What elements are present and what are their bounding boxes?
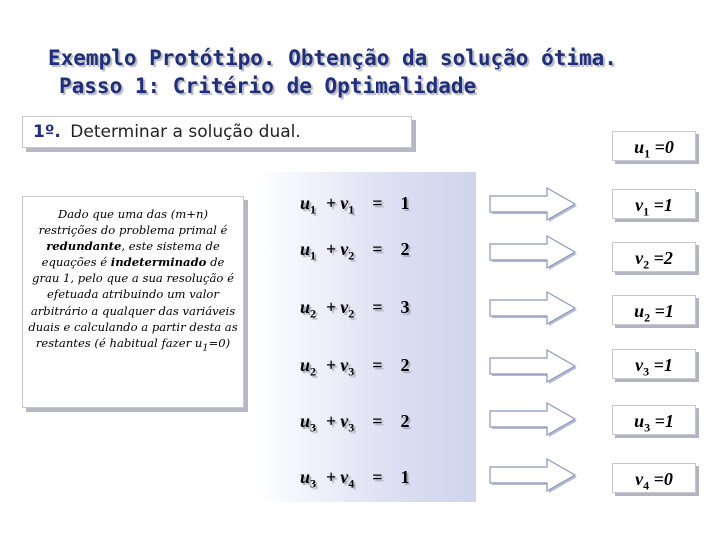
equation-u-var: u [300, 467, 311, 487]
equation-equals: = [372, 239, 383, 259]
result-box [612, 242, 696, 272]
result-box [612, 463, 696, 493]
equation-v-sub: 3 [348, 364, 355, 379]
initial-value-box [612, 131, 696, 161]
equation-v-var: v [340, 355, 349, 375]
note-redundant: redundante [46, 239, 122, 254]
equation-plus: + [326, 297, 337, 317]
result-var: v [635, 355, 644, 375]
note-part-4: =0) [208, 335, 231, 350]
result-box [612, 349, 696, 379]
equation-row [300, 402, 470, 440]
equation-rhs: 1 [400, 467, 410, 487]
equation-rhs: 2 [400, 355, 410, 375]
equation-u-sub: 2 [310, 364, 317, 379]
right-arrow-icon [487, 455, 579, 495]
result-box [612, 405, 696, 435]
slide-title-line-1: Exemplo Protótipo. Obtenção da solução ótima. [48, 46, 617, 70]
equation-v-sub: 2 [348, 248, 355, 263]
equation-rhs: 2 [400, 239, 410, 259]
result-var-sub: 2 [643, 257, 650, 272]
note-variable: u [194, 335, 203, 350]
equation-v-var: v [340, 239, 349, 259]
equation-equals: = [372, 193, 383, 213]
result-var-sub: 1 [643, 204, 650, 219]
equation-u-var: u [300, 411, 311, 431]
equation-equals: = [372, 411, 383, 431]
initial-var-sub: 1 [644, 146, 651, 161]
result-var: u [634, 301, 645, 321]
equation-v-var: v [340, 467, 349, 487]
initial-rhs: =0 [654, 137, 674, 157]
equation-equals: = [372, 467, 383, 487]
equation-plus: + [326, 355, 337, 375]
equation-plus: + [326, 239, 337, 259]
result-var: v [635, 195, 644, 215]
equation-u-sub: 3 [310, 476, 317, 491]
result-rhs: =1 [653, 195, 673, 215]
slide-title-line-2: Passo 1: Critério de Optimalidade [59, 74, 477, 98]
result-var-sub: 2 [644, 310, 651, 325]
note-part-1: Dado que uma das (m+n) restrições do problema primal é [38, 207, 228, 238]
right-arrow-icon [487, 232, 579, 272]
note-variable-sub: 1 [202, 342, 209, 354]
note-part-2: , este sistema de equações é [41, 239, 220, 270]
explanation-note [22, 196, 244, 408]
equation-u-var: u [300, 239, 311, 259]
right-arrow-icon [487, 288, 579, 328]
equation-plus: + [326, 467, 337, 487]
equation-row [300, 458, 470, 496]
equation-rhs: 1 [400, 193, 410, 213]
equation-equals: = [372, 355, 383, 375]
result-var: u [634, 411, 645, 431]
equation-v-var: v [340, 297, 349, 317]
note-part-3: de grau 1, pelo que a sua resolução é efetuada atribuindo um valor arbitrário a qualquer das variáveis duais e calculando a partir desta as restantes (é habitual fazer [28, 255, 238, 350]
equation-v-var: v [340, 411, 349, 431]
result-var-sub: 4 [643, 478, 650, 493]
result-var-sub: 3 [644, 420, 651, 435]
result-var-sub: 3 [643, 364, 650, 379]
equation-rhs: 3 [400, 297, 410, 317]
equation-u-var: u [300, 297, 311, 317]
result-rhs: =1 [653, 355, 673, 375]
result-box [612, 295, 696, 325]
equation-u-var: u [300, 355, 311, 375]
step-box [22, 116, 412, 148]
equation-row [300, 346, 470, 384]
step-text: Determinar a solução dual. [70, 122, 301, 142]
result-var: v [635, 469, 644, 489]
equation-v-var: v [340, 193, 349, 213]
equation-plus: + [326, 193, 337, 213]
equation-row [300, 184, 470, 222]
equation-u-sub: 2 [310, 306, 317, 321]
step-number: 1º. [33, 122, 61, 142]
equation-v-sub: 1 [348, 202, 355, 217]
equation-v-sub: 3 [348, 420, 355, 435]
equation-v-sub: 4 [348, 476, 355, 491]
right-arrow-icon [487, 399, 579, 439]
equation-equals: = [372, 297, 383, 317]
equation-u-sub: 1 [310, 202, 317, 217]
equation-u-var: u [300, 193, 311, 213]
note-indeterminate: indeterminado [110, 255, 207, 270]
right-arrow-icon [487, 184, 579, 224]
equation-v-sub: 2 [348, 306, 355, 321]
equation-u-sub: 3 [310, 420, 317, 435]
result-rhs: =1 [654, 301, 674, 321]
equation-row [300, 288, 470, 326]
result-rhs: =0 [653, 469, 673, 489]
equation-row [300, 230, 470, 268]
right-arrow-icon [487, 346, 579, 386]
equation-rhs: 2 [400, 411, 410, 431]
result-rhs: =1 [654, 411, 674, 431]
slide-title [48, 44, 708, 100]
initial-var: u [634, 137, 645, 157]
result-var: v [635, 248, 644, 268]
equation-plus: + [326, 411, 337, 431]
result-rhs: =2 [653, 248, 673, 268]
equation-u-sub: 1 [310, 248, 317, 263]
result-box [612, 189, 696, 219]
